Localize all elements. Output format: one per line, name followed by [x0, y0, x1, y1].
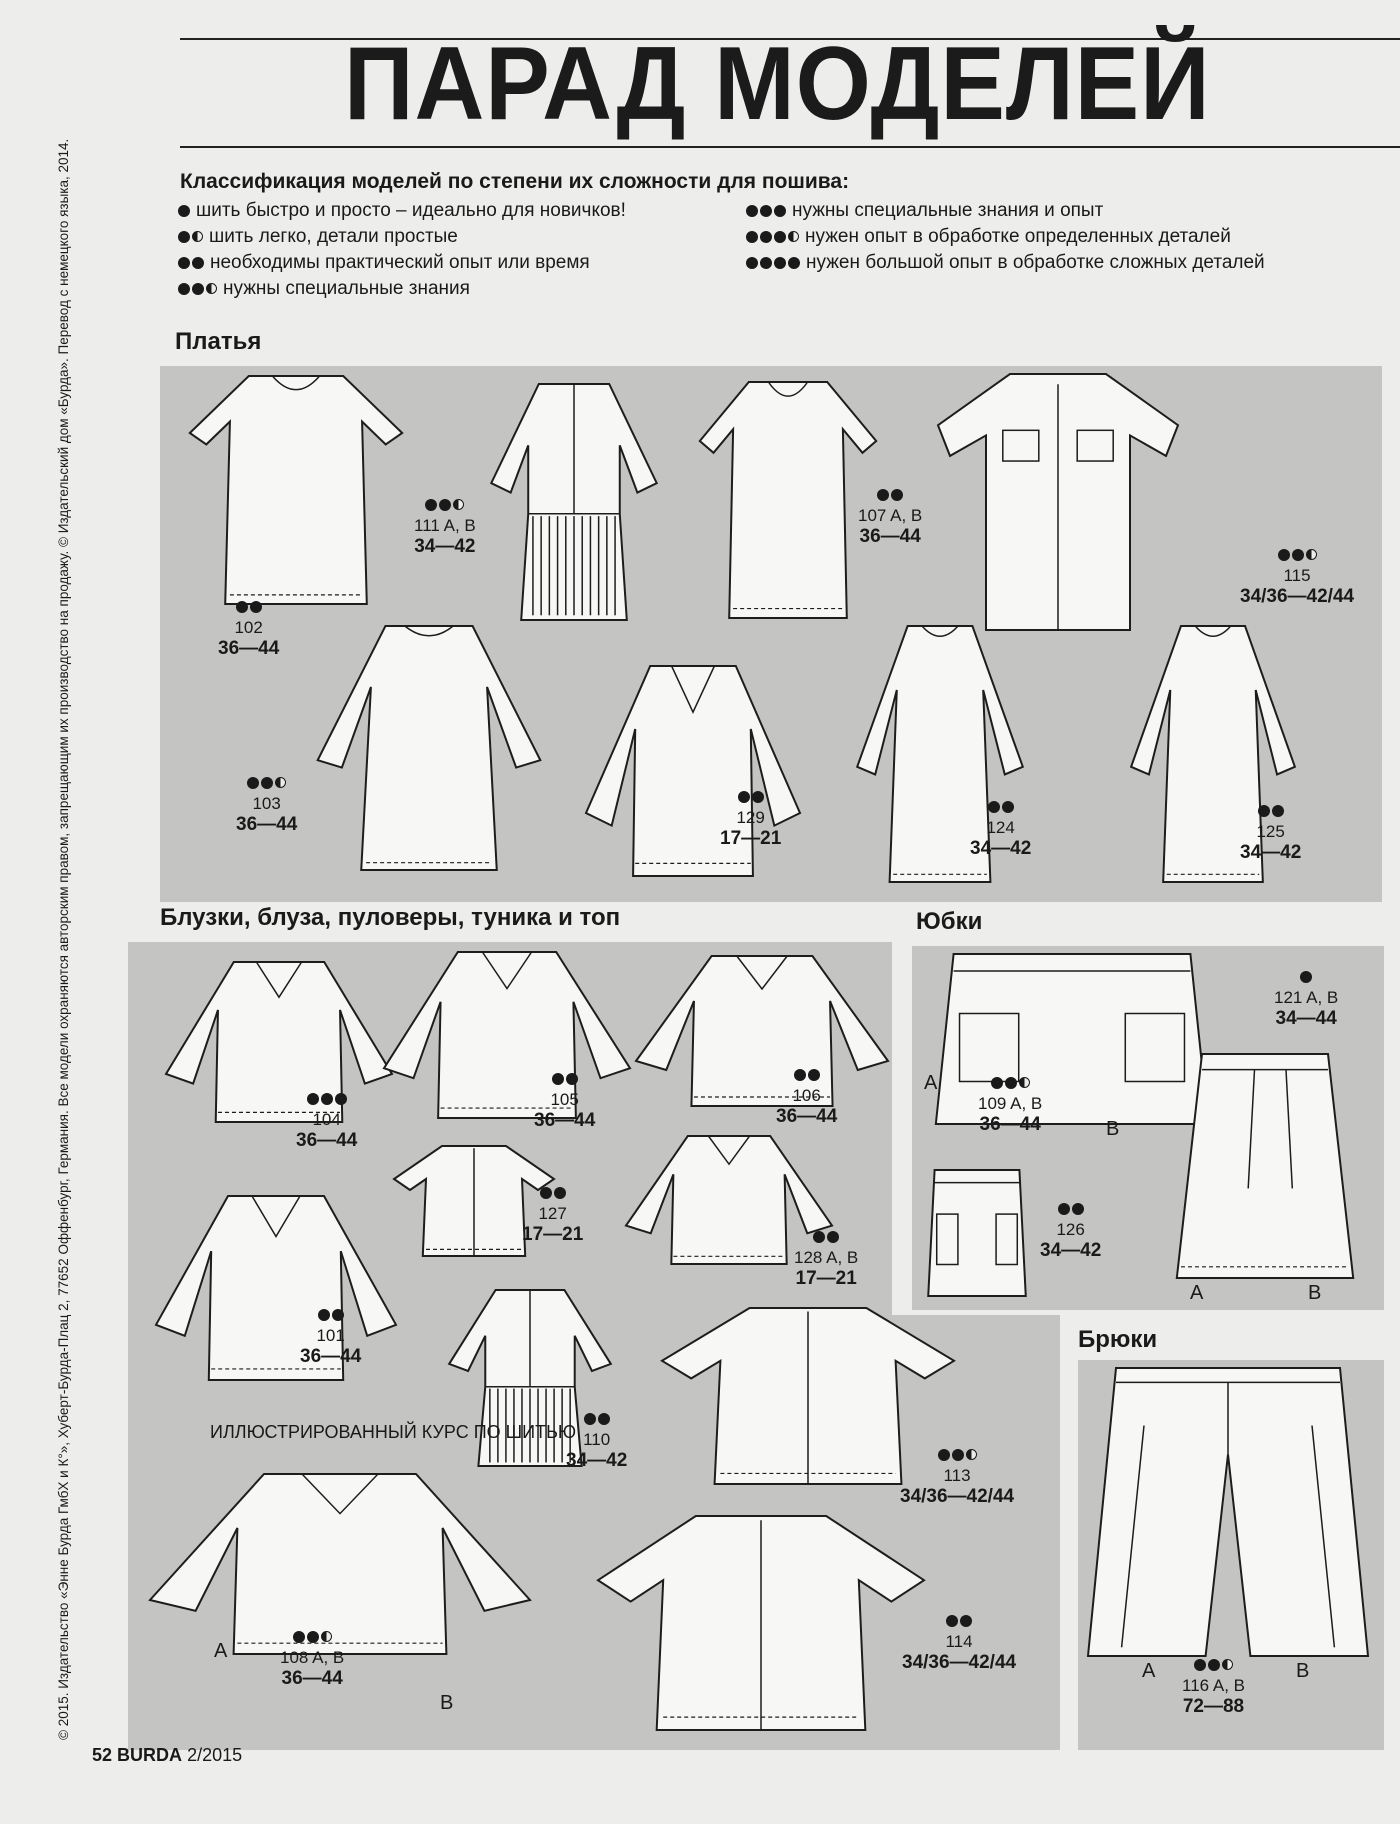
model-number: 108 A, B: [280, 1648, 345, 1668]
model-illustration-103: [308, 626, 550, 870]
model-number: 106: [792, 1086, 821, 1106]
model-label-124: [970, 800, 1031, 860]
model-number: 107 A, B: [858, 506, 923, 526]
legend-item: [178, 252, 590, 274]
difficulty-dots: [946, 1615, 972, 1627]
legend-item: [178, 200, 626, 222]
garment-sketch: [308, 626, 550, 870]
legend-item: [746, 200, 1103, 222]
model-label-125: [1240, 804, 1301, 864]
difficulty-dots: [540, 1187, 566, 1199]
legend-text: шить быстро и просто – идеально для новичков!: [196, 200, 626, 221]
page-title: ПАРАД МОДЕЛЕЙ: [344, 26, 1211, 142]
difficulty-dots: [178, 205, 190, 217]
model-label-114: [902, 1614, 1016, 1674]
model-number: 113: [943, 1466, 971, 1486]
difficulty-dots: [178, 231, 203, 243]
model-number: 104: [312, 1110, 341, 1130]
model-number: 128 A, B: [794, 1248, 859, 1268]
difficulty-dots: [746, 205, 786, 217]
model-number: 105: [550, 1090, 579, 1110]
model-label-128: [794, 1230, 858, 1290]
difficulty-dots: [247, 777, 286, 789]
garment-sketch: [690, 382, 886, 618]
model-sizes: 36—44: [296, 1129, 358, 1151]
variant-label: B: [1106, 1118, 1120, 1140]
legend-text: нужны специальные знания и опыт: [792, 200, 1104, 221]
model-illustration-121: [1160, 1054, 1370, 1278]
model-label-108: [280, 1630, 344, 1690]
model-number: 110: [583, 1430, 611, 1450]
difficulty-dots: [178, 283, 217, 295]
model-label-104: [296, 1092, 357, 1152]
model-illustration-107: [690, 382, 886, 618]
garment-sketch: [150, 1474, 530, 1654]
variant-label: B: [1308, 1282, 1322, 1304]
model-number: 124: [986, 818, 1015, 838]
issue-number: 2/2015: [187, 1745, 243, 1765]
section-heading-dresses: Платья: [175, 328, 262, 355]
model-label-115: [1240, 548, 1354, 608]
title-rule: [180, 146, 1400, 148]
model-number: 127: [538, 1204, 567, 1224]
model-number: 116 A, B: [1182, 1676, 1246, 1696]
model-sizes: 34—42: [1040, 1239, 1102, 1261]
model-label-102: [218, 600, 279, 660]
difficulty-dots: [1258, 805, 1284, 817]
model-sizes: 36—44: [236, 813, 298, 835]
garment-sketch: [486, 384, 662, 620]
model-illustration-108: [150, 1474, 530, 1654]
model-sizes: 34—42: [566, 1449, 628, 1471]
variant-label: A: [1142, 1660, 1156, 1682]
model-sizes: 34—42: [970, 837, 1032, 859]
model-sizes: 17—21: [522, 1223, 584, 1245]
difficulty-dots: [178, 257, 204, 269]
model-sizes: 34/36—42/44: [900, 1485, 1015, 1507]
difficulty-dots: [738, 791, 764, 803]
legend-item: [746, 226, 1231, 248]
difficulty-dots: [236, 601, 262, 613]
garment-sketch: [1160, 1054, 1370, 1278]
legend-item: [178, 278, 470, 300]
garment-sketch: [938, 374, 1178, 630]
legend-text: необходимы практический опыт или время: [210, 252, 590, 273]
model-label-121: [1274, 970, 1338, 1030]
model-illustration-111: [486, 384, 662, 620]
garment-sketch: [924, 1170, 1030, 1296]
model-sizes: 34—42: [414, 535, 476, 557]
model-sizes: 36—44: [776, 1105, 838, 1127]
difficulty-dots: [293, 1631, 332, 1643]
legend-text: шить легко, детали простые: [209, 226, 458, 247]
difficulty-dots: [813, 1231, 839, 1243]
garment-sketch: [1088, 1368, 1368, 1656]
model-number: 121 A, B: [1274, 988, 1339, 1008]
model-number: 126: [1056, 1220, 1085, 1240]
model-number: 129: [736, 808, 765, 828]
model-sizes: 36—44: [859, 525, 921, 547]
difficulty-dots: [307, 1093, 347, 1105]
difficulty-dots: [1278, 549, 1317, 561]
model-label-105: [534, 1072, 595, 1132]
legend-item: [178, 226, 458, 248]
legend-item: [746, 252, 1265, 274]
difficulty-dots: [938, 1449, 977, 1461]
section-heading-trousers: Брюки: [1078, 1326, 1158, 1353]
page-number: 52: [92, 1745, 113, 1765]
model-illustration-114: [598, 1516, 924, 1730]
section-heading-skirts: Юбки: [916, 908, 983, 935]
model-label-116: [1182, 1658, 1245, 1718]
model-sizes: 36—44: [979, 1113, 1041, 1135]
model-illustration-115: [938, 374, 1178, 630]
difficulty-dots: [988, 801, 1014, 813]
model-number: 102: [234, 618, 263, 638]
model-label-127: [522, 1186, 583, 1246]
model-sizes: 17—21: [795, 1267, 857, 1289]
model-label-106: [776, 1068, 837, 1128]
variant-label: B: [1296, 1660, 1310, 1682]
model-label-129: [720, 790, 781, 850]
difficulty-dots: [1058, 1203, 1084, 1215]
model-illustration-116: [1088, 1368, 1368, 1656]
difficulty-dots: [552, 1073, 578, 1085]
difficulty-dots: [318, 1309, 344, 1321]
model-number: 115: [1283, 566, 1311, 586]
course-note: ИЛЛЮСТРИРОВАННЫЙ КУРС ПО ШИТЬЮ: [210, 1422, 577, 1442]
model-illustration-126: [924, 1170, 1030, 1296]
model-number: 103: [252, 794, 281, 814]
section-heading-blouses: Блузки, блуза, пуловеры, туника и топ: [160, 904, 621, 931]
model-label-126: [1040, 1202, 1101, 1262]
legend-text: нужны специальные знания: [223, 278, 470, 299]
variant-label: A: [924, 1072, 938, 1094]
variant-label: B: [440, 1692, 454, 1714]
difficulty-dots: [794, 1069, 820, 1081]
model-sizes: 34—42: [1240, 841, 1302, 863]
model-number: 125: [1256, 822, 1285, 842]
variant-label: A: [214, 1640, 228, 1662]
difficulty-dots: [746, 257, 800, 269]
garment-sketch: [598, 1516, 924, 1730]
garment-sketch: [636, 956, 888, 1106]
model-sizes: 36—44: [534, 1109, 596, 1131]
model-sizes: 34/36—42/44: [1240, 585, 1355, 607]
garment-sketch: [178, 376, 414, 604]
difficulty-dots: [991, 1077, 1030, 1089]
model-number: 114: [945, 1632, 973, 1652]
difficulty-dots: [746, 231, 799, 243]
difficulty-dots: [425, 499, 464, 511]
legend-text: нужен большой опыт в обработке сложных деталей: [806, 252, 1265, 273]
model-illustration-102: [178, 376, 414, 604]
model-label-109: [978, 1076, 1042, 1136]
difficulty-dots: [1194, 1659, 1233, 1671]
magazine-brand: BURDA: [117, 1745, 183, 1765]
difficulty-dots: [584, 1413, 610, 1425]
difficulty-dots: [1300, 971, 1312, 983]
legend-text: нужен опыт в обработке определенных деталей: [805, 226, 1231, 247]
model-label-103: [236, 776, 297, 836]
variant-label: A: [1190, 1282, 1204, 1304]
copyright-credit: © 2015. Издательство «Энне Бурда ГмбХ и К°», Хуберт-Бурда-Плац 2, 77652 Оффенбург, Германия. Все модели охраняются авторским правом, запрещающим их производство на продажу. © Издательский дом «Бурда». Перевод с немецкого языка, 2014.: [56, 138, 71, 1740]
garment-sketch: [166, 962, 392, 1122]
model-sizes: 36—44: [281, 1667, 343, 1689]
model-illustration-104: [166, 962, 392, 1122]
model-number: 101: [316, 1326, 345, 1346]
model-sizes: 36—44: [218, 637, 280, 659]
model-label-107: [858, 488, 922, 548]
legend-heading: Классификация моделей по степени их сложности для пошива:: [180, 170, 850, 193]
model-illustration-106: [636, 956, 888, 1106]
model-sizes: 36—44: [300, 1345, 362, 1367]
model-sizes: 34/36—42/44: [902, 1651, 1017, 1673]
model-sizes: 34—44: [1275, 1007, 1337, 1029]
model-number: 111 A, B: [414, 516, 476, 536]
model-label-113: [900, 1448, 1014, 1508]
difficulty-dots: [877, 489, 903, 501]
model-label-101: [300, 1308, 361, 1368]
model-number: 109 A, B: [978, 1094, 1043, 1114]
model-sizes: 17—21: [720, 827, 782, 849]
page-folio: [92, 1745, 242, 1766]
model-label-111: [414, 498, 476, 558]
model-sizes: 72—88: [1182, 1695, 1245, 1717]
